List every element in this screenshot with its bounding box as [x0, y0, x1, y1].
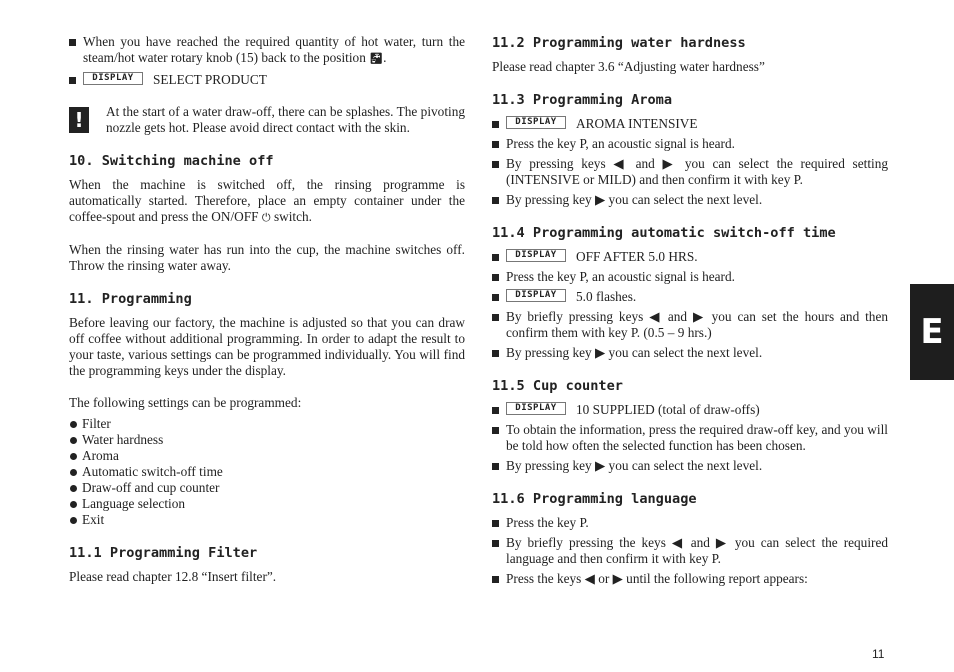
list-item: Filter	[69, 416, 465, 432]
display-icon: DISPLAY	[83, 72, 143, 85]
display-icon: DISPLAY	[506, 249, 566, 262]
list-item: Exit	[69, 512, 465, 528]
list-item: Draw-off and cup counter	[69, 480, 465, 496]
aroma-list	[492, 116, 888, 208]
list-item: DISPLAY AROMA INTENSIVE	[492, 116, 888, 132]
left-column	[69, 34, 465, 585]
language-tab-e: E	[910, 284, 954, 380]
cup-counter-list	[492, 402, 888, 474]
list-item: To obtain the information, press the required draw-off key, and you will be told how often the selected function has been chosen.	[492, 422, 888, 454]
bullet-hot-water: When you have reached the required quantity of hot water, turn the steam/hot water rotary knob (15) back to the position 🚰︎.	[69, 34, 465, 67]
list-item: By briefly pressing keys ◀ and ▶ you can set the hours and then confirm them with key P. (0.5 – 9 hrs.)	[492, 309, 888, 341]
heading-switch-off-time: 11.4 Programming automatic switch-off time	[492, 225, 836, 241]
list-item: By pressing key ▶ you can select the next level.	[492, 345, 888, 361]
list-item: By pressing key ▶ you can select the next level.	[492, 458, 888, 474]
paragraph-programming-1: Before leaving our factory, the machine is adjusted so that you can draw off coffee without additional programming. In order to adapt the result to your taste, various settings can be programmed individually. You will find the programming keys under the display.	[69, 315, 465, 378]
list-item: By pressing keys ◀ and ▶ you can select the required setting (INTENSIVE or MILD) and then confirm it with key P.	[492, 156, 888, 188]
list-item: Press the key P.	[492, 515, 888, 531]
bullet-select-product	[69, 72, 465, 88]
list-item: Automatic switch-off time	[69, 464, 465, 480]
heading-cup-counter: 11.5 Cup counter	[492, 378, 623, 394]
heading-switching-off: 10. Switching machine off	[69, 153, 274, 169]
warning-text: At the start of a water draw-off, there can be splashes. The pivoting nozzle gets hot. Please avoid direct contact with the skin.	[106, 104, 465, 135]
warning-note	[69, 104, 465, 136]
list-item: By briefly pressing the keys ◀ and ▶ you can select the required language and then confirm it with key P.	[492, 535, 888, 567]
heading-programming-filter: 11.1 Programming Filter	[69, 545, 258, 561]
right-column	[492, 34, 888, 587]
paragraph-filter: Please read chapter 12.8 “Insert filter”.	[69, 569, 277, 584]
page-number: 11	[872, 647, 885, 661]
warning-icon: !	[69, 107, 89, 133]
bullet-text: SELECT PRODUCT	[153, 72, 267, 87]
bullet-text: When you have reached the required quantity of hot water, turn the steam/hot water rotary knob (15) back to the position	[83, 34, 465, 65]
list-item: Press the key P, an acoustic signal is heard.	[492, 269, 888, 285]
list-item: Aroma	[69, 448, 465, 464]
heading-language: 11.6 Programming language	[492, 491, 697, 507]
heading-water-hardness: 11.2 Programming water hardness	[492, 35, 746, 51]
list-item: Press the key P, an acoustic signal is heard.	[492, 136, 888, 152]
steam-position-icon: 🚰︎	[369, 52, 384, 65]
list-item: Language selection	[69, 496, 465, 512]
display-icon: DISPLAY	[506, 116, 566, 129]
list-item: DISPLAY 5.0 flashes.	[492, 289, 888, 305]
settings-list	[69, 416, 465, 528]
paragraph-switch-off-1: When the machine is switched off, the rinsing programme is automatically started. Therefore, place an empty container under the coffee-spout and press the ON/OFF ⏻ switch.	[69, 177, 465, 224]
paragraph-water-hardness: Please read chapter 3.6 “Adjusting water hardness”	[492, 59, 765, 74]
paragraph-programming-2: The following settings can be programmed:	[69, 395, 302, 410]
paragraph-switch-off-2: When the rinsing water has run into the cup, the machine switches off. Throw the rinsing water away.	[69, 242, 465, 273]
power-icon: ⏻	[261, 211, 271, 224]
list-item: By pressing key ▶ you can select the next level.	[492, 192, 888, 208]
list-item: Press the keys ◀ or ▶ until the following report appears:	[492, 571, 888, 587]
switch-off-list	[492, 249, 888, 361]
heading-aroma: 11.3 Programming Aroma	[492, 92, 673, 108]
heading-programming: 11. Programming	[69, 291, 192, 307]
list-item: DISPLAY OFF AFTER 5.0 HRS.	[492, 249, 888, 265]
list-item: Water hardness	[69, 432, 465, 448]
display-icon: DISPLAY	[506, 402, 566, 415]
language-list	[492, 515, 888, 587]
display-icon: DISPLAY	[506, 289, 566, 302]
list-item: DISPLAY 10 SUPPLIED (total of draw-offs)	[492, 402, 888, 418]
